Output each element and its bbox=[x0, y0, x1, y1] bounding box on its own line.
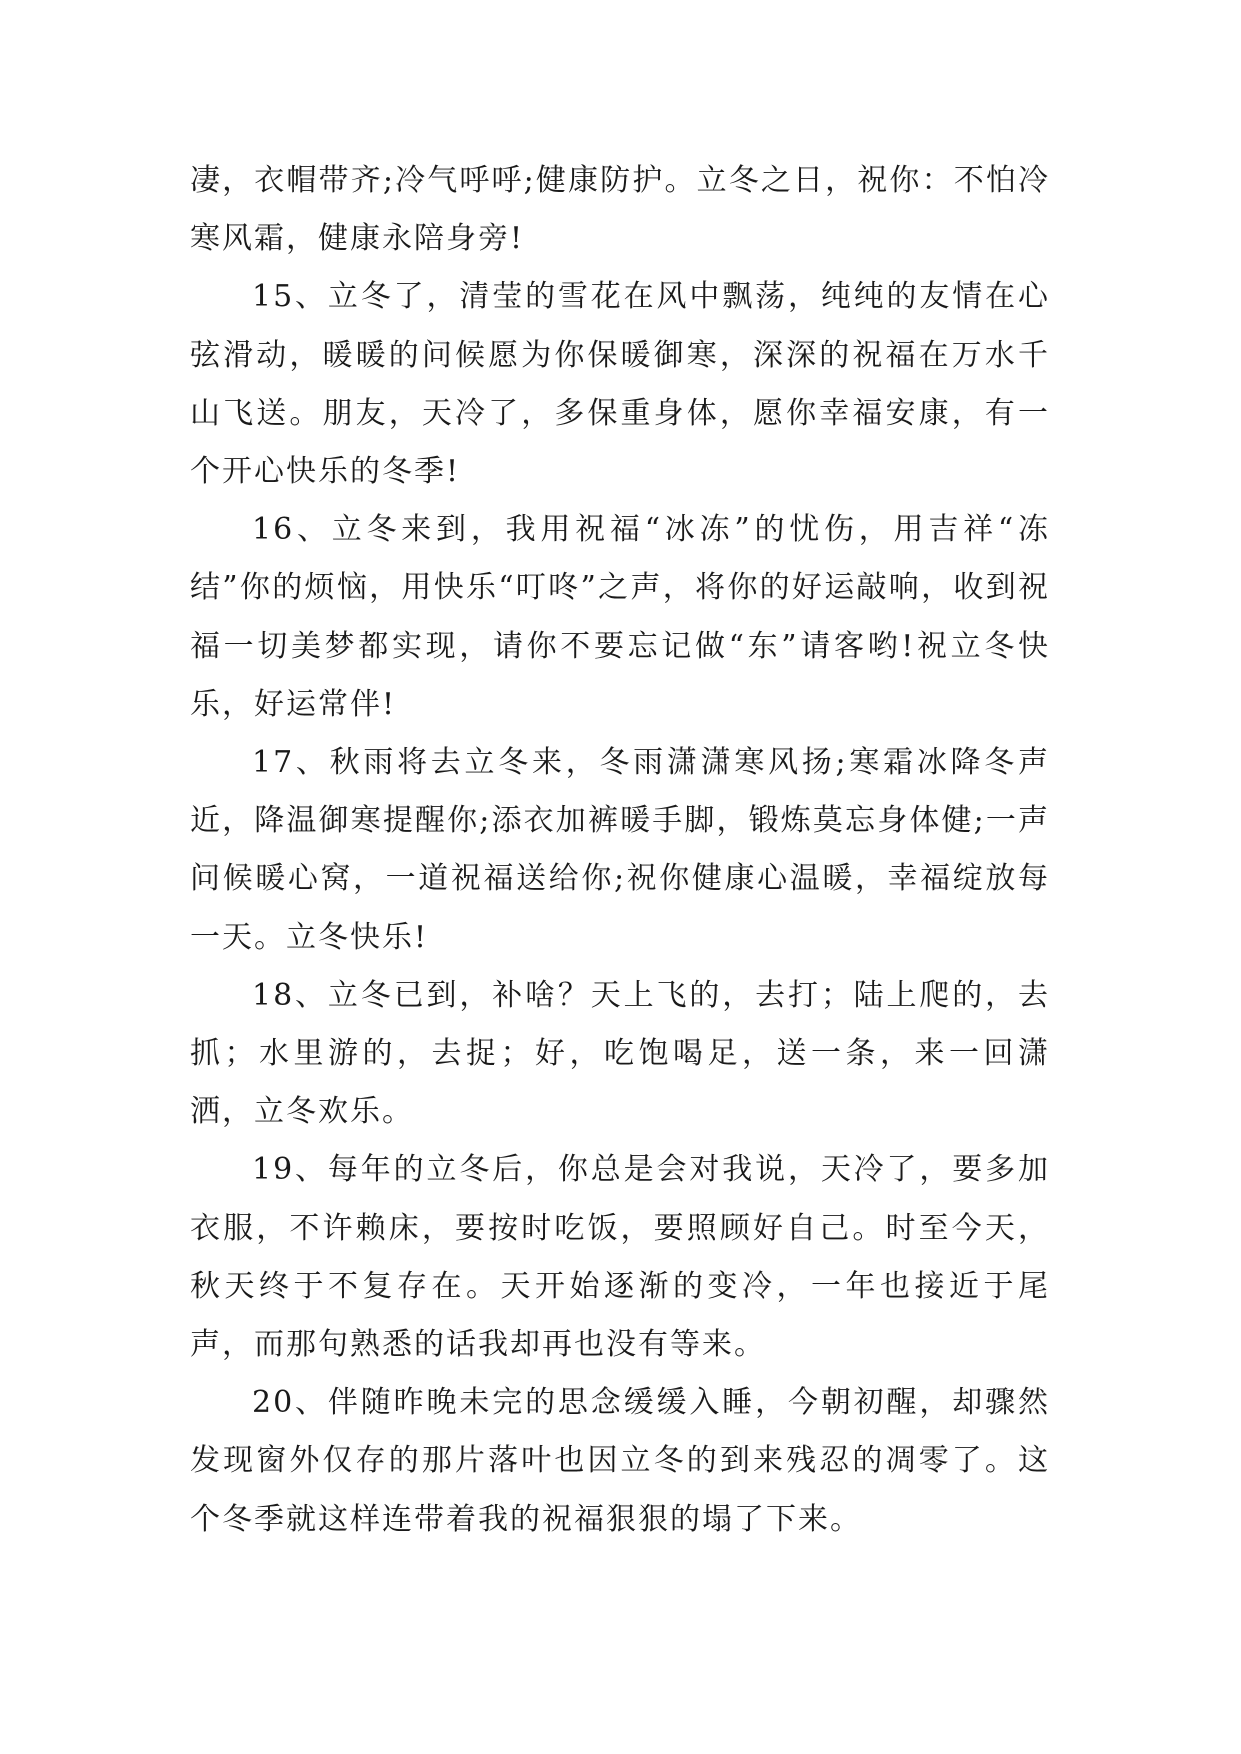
paragraph-18: 18、立冬已到，补啥？天上飞的，去打；陆上爬的，去抓；水里游的，去捉；好，吃饱喝足，送一条，来一回潇洒，立冬欢乐。 bbox=[190, 977, 1050, 1130]
paragraph-16: 16、立冬来到，我用祝福“冰冻”的忧伤，用吉祥“冻结”你的烦恼，用快乐“叮咚”之声，将你的好运敲响，收到祝福一切美梦都实现，请你不要忘记做“东”请客哟!祝立冬快乐，好运常伴! bbox=[190, 512, 1050, 722]
paragraph-15: 15、立冬了，清莹的雪花在风中飘荡，纯纯的友情在心弦滑动，暖暖的问候愿为你保暖御寒，深深的祝福在万水千山飞送。朋友，天冷了，多保重身体，愿你幸福安康，有一个开心快乐的冬季! bbox=[190, 279, 1050, 490]
document-body bbox=[190, 152, 1050, 1549]
paragraph-17: 17、秋雨将去立冬来，冬雨潇潇寒风扬;寒霜冰降冬声近，降温御寒提醒你;添衣加裤暖手脚，锻炼莫忘身体健;一声问候暖心窝，一道祝福送给你;祝你健康心温暖，幸福绽放每一天。立冬快乐! bbox=[190, 745, 1050, 955]
paragraph-20: 20、伴随昨晚未完的思念缓缓入睡，今朝初醒，却骤然发现窗外仅存的那片落叶也因立冬的到来残忍的凋零了。这个冬季就这样连带着我的祝福狠狠的塌了下来。 bbox=[190, 1385, 1050, 1537]
paragraph-19: 19、每年的立冬后，你总是会对我说，天冷了，要多加衣服，不许赖床，要按时吃饭，要照顾好自己。时至今天，秋天终于不复存在。天开始逐渐的变冷，一年也接近于尾声，而那句熟悉的话我却再也没有等来。 bbox=[190, 1152, 1050, 1363]
paragraph-continuation: 凄，衣帽带齐;冷气呼呼;健康防护。立冬之日，祝你：不怕冷寒风霜，健康永陪身旁! bbox=[190, 163, 1050, 257]
